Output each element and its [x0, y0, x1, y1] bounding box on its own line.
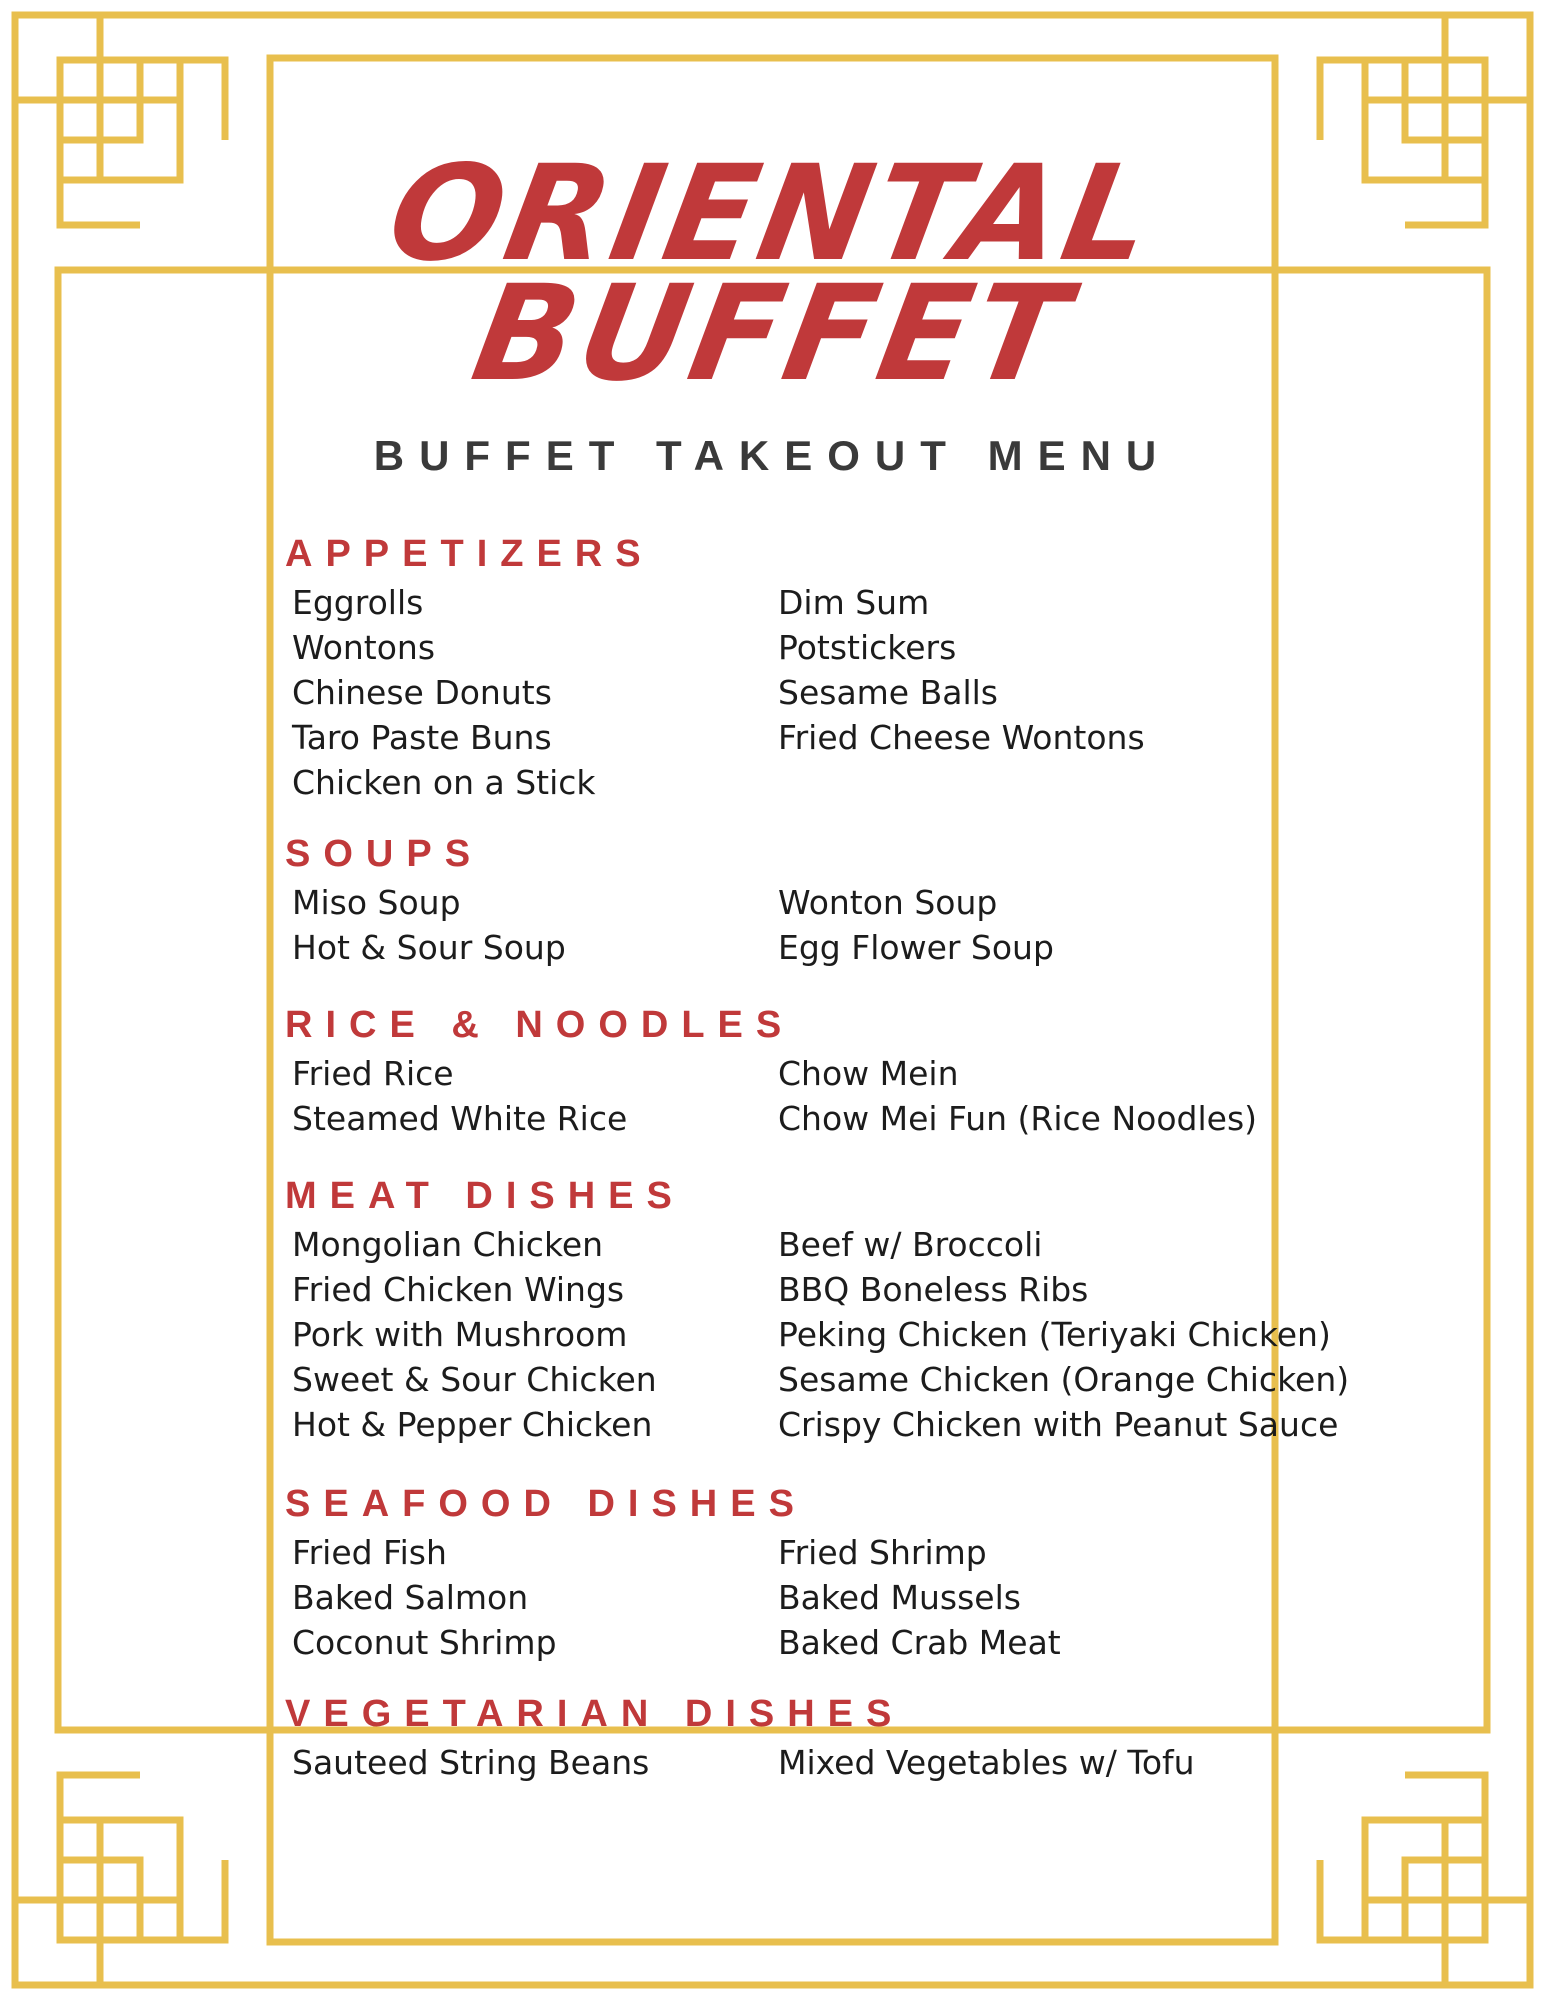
menu-item: Beef w/ Broccoli	[778, 1225, 1043, 1264]
menu-item: Hot & Sour Soup	[292, 928, 566, 967]
section-rice-noodles	[285, 999, 1395, 1138]
menu-item: Fried Shrimp	[778, 1533, 987, 1572]
menu-item: Wontons	[292, 628, 436, 667]
menu-item: Wonton Soup	[778, 883, 998, 922]
section-title: SEAFOOD DISHES	[285, 1483, 807, 1525]
menu-item: Chow Mei Fun (Rice Noodles)	[778, 1099, 1258, 1138]
menu-item: Dim Sum	[778, 583, 930, 622]
menu-item: Baked Mussels	[778, 1578, 1021, 1617]
restaurant-title-line-1: ORIENTAL	[378, 137, 1167, 291]
menu-item: Eggrolls	[292, 583, 424, 622]
menu-item: Fried Fish	[292, 1533, 447, 1572]
section-title: VEGETARIAN DISHES	[285, 1693, 905, 1735]
menu-item: Fried Rice	[292, 1054, 454, 1093]
menu-item: Fried Cheese Wontons	[778, 718, 1145, 757]
menu-item: Egg Flower Soup	[778, 928, 1054, 967]
section-title: SOUPS	[285, 833, 484, 875]
restaurant-title-line-2: BUFFET	[462, 257, 1083, 411]
section-title: APPETIZERS	[285, 533, 654, 575]
menu-item: Potstickers	[778, 628, 957, 667]
section-seafood-dishes	[285, 1478, 1395, 1662]
section-soups	[285, 828, 1395, 967]
menu-item: Peking Chicken (Teriyaki Chicken)	[778, 1315, 1331, 1354]
section-vegetarian-dishes	[285, 1688, 1395, 1782]
menu-item: Baked Salmon	[292, 1578, 529, 1617]
menu-item: Hot & Pepper Chicken	[292, 1405, 653, 1444]
menu-item: Chow Mein	[778, 1054, 959, 1093]
menu-item: Sauteed String Beans	[292, 1743, 650, 1782]
menu-item: Taro Paste Buns	[292, 718, 552, 757]
menu-item: Chicken on a Stick	[292, 763, 596, 802]
menu-item: Fried Chicken Wings	[292, 1270, 625, 1309]
menu-subtitle: BUFFET TAKEOUT MENU	[373, 432, 1172, 479]
menu-item: Sesame Balls	[778, 673, 998, 712]
menu-item: Miso Soup	[292, 883, 461, 922]
menu-item: Sweet & Sour Chicken	[292, 1360, 657, 1399]
section-title: RICE & NOODLES	[285, 1004, 795, 1046]
section-title: MEAT DISHES	[285, 1175, 685, 1217]
menu-item: Pork with Mushroom	[292, 1315, 628, 1354]
menu-item: Baked Crab Meat	[778, 1623, 1061, 1662]
menu-item: Steamed White Rice	[292, 1099, 628, 1138]
menu-item: Coconut Shrimp	[292, 1623, 557, 1662]
menu-item: Chinese Donuts	[292, 673, 552, 712]
menu-item: BBQ Boneless Ribs	[778, 1270, 1089, 1309]
section-appetizers	[285, 528, 1395, 802]
menu-item: Mongolian Chicken	[292, 1225, 604, 1264]
menu-item: Crispy Chicken with Peanut Sauce	[778, 1405, 1339, 1444]
menu-item: Mixed Vegetables w/ Tofu	[778, 1743, 1195, 1782]
menu-item: Sesame Chicken (Orange Chicken)	[778, 1360, 1350, 1399]
section-meat-dishes	[285, 1170, 1395, 1444]
